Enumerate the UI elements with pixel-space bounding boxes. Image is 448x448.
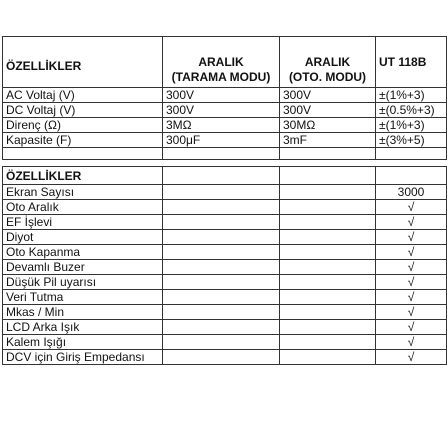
empty-cell bbox=[163, 215, 280, 230]
spec-accuracy: ±(1%+3) bbox=[376, 88, 447, 103]
feature-name: Kalem Işığı bbox=[3, 335, 163, 350]
empty-cell bbox=[163, 290, 280, 305]
empty-cell bbox=[280, 260, 376, 275]
spacer-row bbox=[3, 148, 447, 160]
table-row bbox=[3, 290, 447, 305]
feature-name: LCD Arka Işık bbox=[3, 320, 163, 335]
feature-check: √ bbox=[376, 335, 447, 350]
table-row bbox=[3, 275, 447, 290]
empty-cell bbox=[163, 275, 280, 290]
table-row bbox=[3, 320, 447, 335]
spec-name: AC Voltaj (V) bbox=[3, 88, 163, 103]
empty-cell bbox=[280, 200, 376, 215]
empty-cell bbox=[163, 335, 280, 350]
col-header-auto-line2: (OTO. MODU) bbox=[288, 70, 367, 84]
spec-scan-range: 3MΩ bbox=[163, 118, 280, 133]
spec-accuracy: ±(0.5%+3) bbox=[376, 103, 447, 118]
empty-cell bbox=[163, 200, 280, 215]
features-table bbox=[2, 166, 447, 365]
feature-check: √ bbox=[376, 275, 447, 290]
specs-table bbox=[2, 36, 447, 160]
empty-cell bbox=[163, 167, 280, 185]
spec-accuracy: ±(1%+3) bbox=[376, 118, 447, 133]
empty-cell bbox=[280, 290, 376, 305]
feature-name: Diyot bbox=[3, 230, 163, 245]
spec-accuracy: ±(3%+5) bbox=[376, 133, 447, 148]
table-row bbox=[3, 133, 447, 148]
empty-cell bbox=[163, 245, 280, 260]
empty-cell bbox=[163, 320, 280, 335]
empty-cell bbox=[280, 245, 376, 260]
feature-name: Devamlı Buzer bbox=[3, 260, 163, 275]
feature-name: Düşük Pil uyarısı bbox=[3, 275, 163, 290]
empty-cell bbox=[163, 350, 280, 365]
spec-scan-range: 300μF bbox=[163, 133, 280, 148]
feature-check: √ bbox=[376, 350, 447, 365]
spec-name: Direnç (Ω) bbox=[3, 118, 163, 133]
spacer-cell bbox=[163, 148, 280, 160]
empty-cell bbox=[163, 185, 280, 200]
feature-check: √ bbox=[376, 290, 447, 305]
spec-auto-range: 3mF bbox=[280, 133, 376, 148]
table-row bbox=[3, 185, 447, 200]
table-row bbox=[3, 118, 447, 133]
table-row bbox=[3, 200, 447, 215]
empty-cell bbox=[280, 275, 376, 290]
feature-check: √ bbox=[376, 260, 447, 275]
feature-name: DCV için Giriş Empedansı bbox=[3, 350, 163, 365]
table-row bbox=[3, 260, 447, 275]
table-row bbox=[3, 245, 447, 260]
col-header-scan-line1: ARALIK bbox=[198, 55, 244, 69]
table-row bbox=[3, 215, 447, 230]
feature-value: 3000 bbox=[376, 185, 447, 200]
features-title: ÖZELLİKLER bbox=[3, 167, 163, 185]
col-header-scan-mode bbox=[163, 37, 280, 88]
table-row bbox=[3, 88, 447, 103]
specs-header-row bbox=[3, 37, 447, 88]
feature-name: Oto Aralık bbox=[3, 200, 163, 215]
feature-check: √ bbox=[376, 230, 447, 245]
spacer-cell bbox=[280, 148, 376, 160]
table-row bbox=[3, 350, 447, 365]
empty-cell bbox=[163, 305, 280, 320]
features-header-row bbox=[3, 167, 447, 185]
col-header-scan-line2: (TARAMA MODU) bbox=[171, 70, 271, 84]
spacer-cell bbox=[3, 148, 163, 160]
spec-name: DC Voltaj (V) bbox=[3, 103, 163, 118]
empty-cell bbox=[280, 185, 376, 200]
feature-name: Mkas / Min bbox=[3, 305, 163, 320]
table-row bbox=[3, 230, 447, 245]
spec-auto-range: 300V bbox=[280, 88, 376, 103]
col-header-model: UT 118B bbox=[376, 37, 447, 88]
spec-auto-range: 30MΩ bbox=[280, 118, 376, 133]
table-row bbox=[3, 335, 447, 350]
empty-cell bbox=[280, 320, 376, 335]
empty-cell bbox=[163, 260, 280, 275]
col-header-auto-mode bbox=[280, 37, 376, 88]
specs-title: ÖZELLİKLER bbox=[3, 37, 163, 88]
feature-check: √ bbox=[376, 305, 447, 320]
table-row bbox=[3, 103, 447, 118]
feature-name: Oto Kapanma bbox=[3, 245, 163, 260]
empty-cell bbox=[280, 335, 376, 350]
spec-name: Kapasite (F) bbox=[3, 133, 163, 148]
feature-name: EF İşlevi bbox=[3, 215, 163, 230]
col-header-auto-line1: ARALIK bbox=[304, 55, 351, 69]
feature-name: Ekran Sayısı bbox=[3, 185, 163, 200]
empty-cell bbox=[280, 167, 376, 185]
spacer-cell bbox=[376, 148, 447, 160]
empty-cell bbox=[280, 215, 376, 230]
spec-auto-range: 300V bbox=[280, 103, 376, 118]
feature-check: √ bbox=[376, 215, 447, 230]
empty-cell bbox=[163, 230, 280, 245]
empty-cell bbox=[376, 167, 447, 185]
feature-check: √ bbox=[376, 320, 447, 335]
empty-cell bbox=[280, 350, 376, 365]
empty-cell bbox=[280, 230, 376, 245]
feature-name: Veri Tutma bbox=[3, 290, 163, 305]
spec-scan-range: 300V bbox=[163, 103, 280, 118]
table-row bbox=[3, 305, 447, 320]
feature-check: √ bbox=[376, 200, 447, 215]
empty-cell bbox=[280, 305, 376, 320]
spec-scan-range: 300V bbox=[163, 88, 280, 103]
feature-check: √ bbox=[376, 245, 447, 260]
